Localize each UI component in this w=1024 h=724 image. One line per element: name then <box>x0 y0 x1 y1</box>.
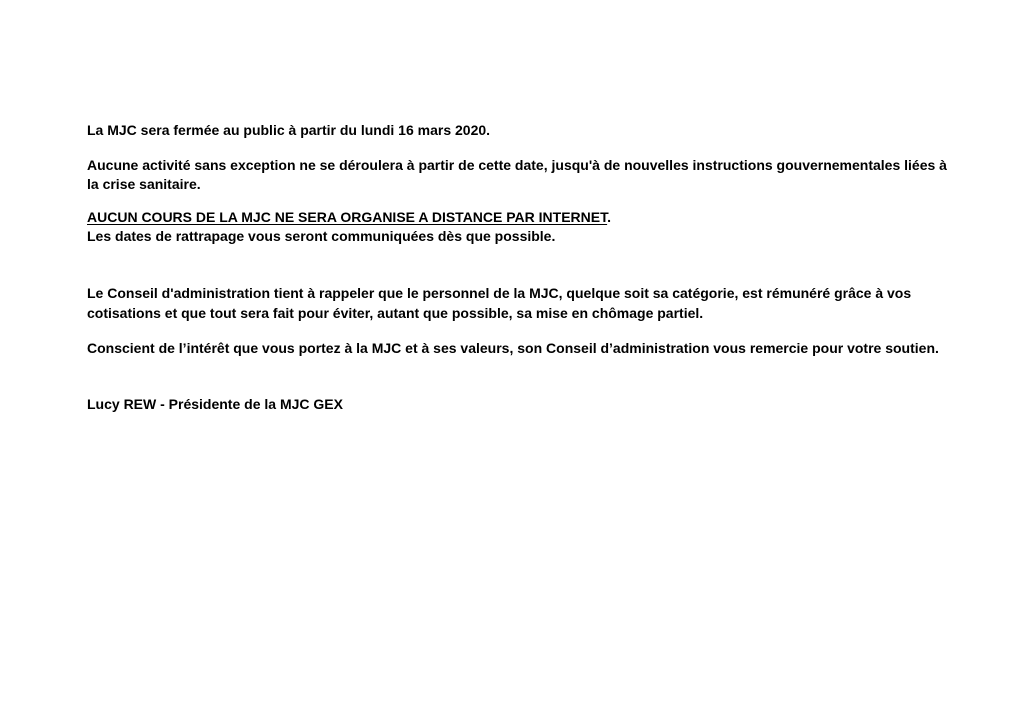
signature: Lucy REW - Présidente de la MJC GEX <box>87 396 343 412</box>
thanks-message: Conscient de l’intérêt que vous portez à la MJC et à ses valeurs, son Conseil d’administration vous remercie pour votre soutien. <box>87 340 939 356</box>
makeup-dates-notice: Les dates de rattrapage vous seront communiquées dès que possible. <box>87 228 556 244</box>
closure-announcement: La MJC sera fermée au public à partir du lundi 16 mars 2020. <box>87 122 491 138</box>
no-remote-courses-heading: AUCUN COURS DE LA MJC NE SERA ORGANISE A DISTANCE PAR INTERNET <box>87 209 608 225</box>
activities-suspended-notice: Aucune activité sans exception ne se déroulera à partir de cette date, jusqu'à de nouvelles instructions gouvernementales liées à la crise sanitaire. <box>87 157 947 192</box>
heading-period: . <box>607 209 611 225</box>
remote-courses-notice <box>87 208 947 246</box>
staff-payment-notice: Le Conseil d'administration tient à rappeler que le personnel de la MJC, quelque soit sa catégorie, est rémunéré grâce à vos cotisations et que tout sera fait pour éviter, autant que possible, sa mise en chômage partiel. <box>87 285 912 321</box>
